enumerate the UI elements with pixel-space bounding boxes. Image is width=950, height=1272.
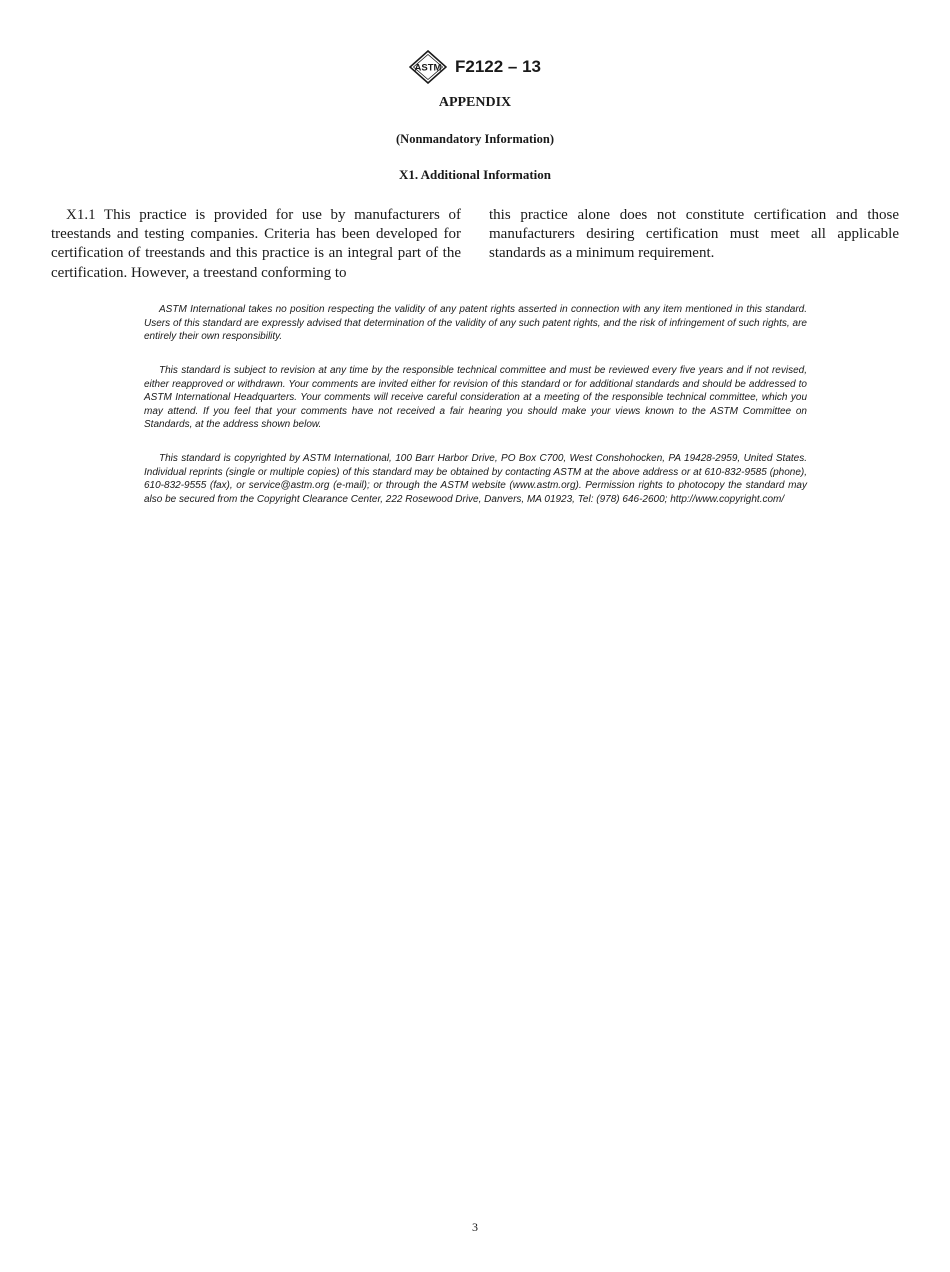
copyright-notice bbox=[144, 452, 807, 506]
astm-logo-icon bbox=[409, 50, 447, 84]
copyright-notice-text: This standard is copyrighted by ASTM International, 100 Barr Harbor Drive, PO Box C700, West Conshohocken, PA 19428-2959, United States. Individual reprints (single or multiple copies) of this standard may be obtained by contacting ASTM at the above address or at 610-832-9585 (phone), 610-832-9555 (fax), or service@astm.org (e-mail); or through the ASTM website (www.astm.org). Permission rights to photocopy the standard may also be secured from the Copyright Clearance Center, 222 Rosewood Drive, Danvers, MA 01923, Tel: (978) 646-2600; http://www.copyright.com/ bbox=[144, 453, 807, 505]
document-header bbox=[0, 50, 950, 84]
appendix-title: APPENDIX bbox=[438, 95, 512, 110]
page-number: 3 bbox=[472, 1220, 478, 1234]
paragraph-x1-1-part-2: this practice alone does not constitute certification and those manufacturers desiring certification must meet all applicable standards as a minimum requirement. bbox=[489, 207, 899, 262]
logo-text: ASTM bbox=[414, 62, 442, 74]
nonmandatory-subtitle: (Nonmandatory Information) bbox=[396, 132, 554, 146]
body-column-right bbox=[489, 206, 899, 264]
body-column-left bbox=[51, 206, 461, 283]
section-x1-title: X1. Additional Information bbox=[398, 167, 552, 182]
paragraph-x1-1-part-1: X1.1 This practice is provided for use by manufacturers of treestands and testing companies. Criteria has been developed for certification of treestands and this practice is an integral part of the certification. However, a treestand conforming to bbox=[51, 207, 461, 281]
patent-notice-text: ASTM International takes no position respecting the validity of any patent rights asserted in connection with any item mentioned in this standard. Users of this standard are expressly advised that determination of the validity of any such patent rights, and the risk of infringement of such rights, are entirely their own responsibility. bbox=[144, 304, 807, 343]
revision-notice-text: This standard is subject to revision at any time by the responsible technical committee and must be reviewed every five years and if not revised, either reapproved or withdrawn. Your comments are invited either for revision of this standard or for additional standards and should be addressed to ASTM International Headquarters. Your comments will receive careful consideration at a meeting of the responsible technical committee, which you may attend. If you feel that your comments have not received a fair hearing you should make your views known to the ASTM Committee on Standards, at the address shown below. bbox=[144, 365, 807, 431]
standard-designation: F2122 – 13 bbox=[454, 57, 541, 76]
revision-notice bbox=[144, 364, 807, 432]
patent-notice bbox=[144, 303, 807, 344]
